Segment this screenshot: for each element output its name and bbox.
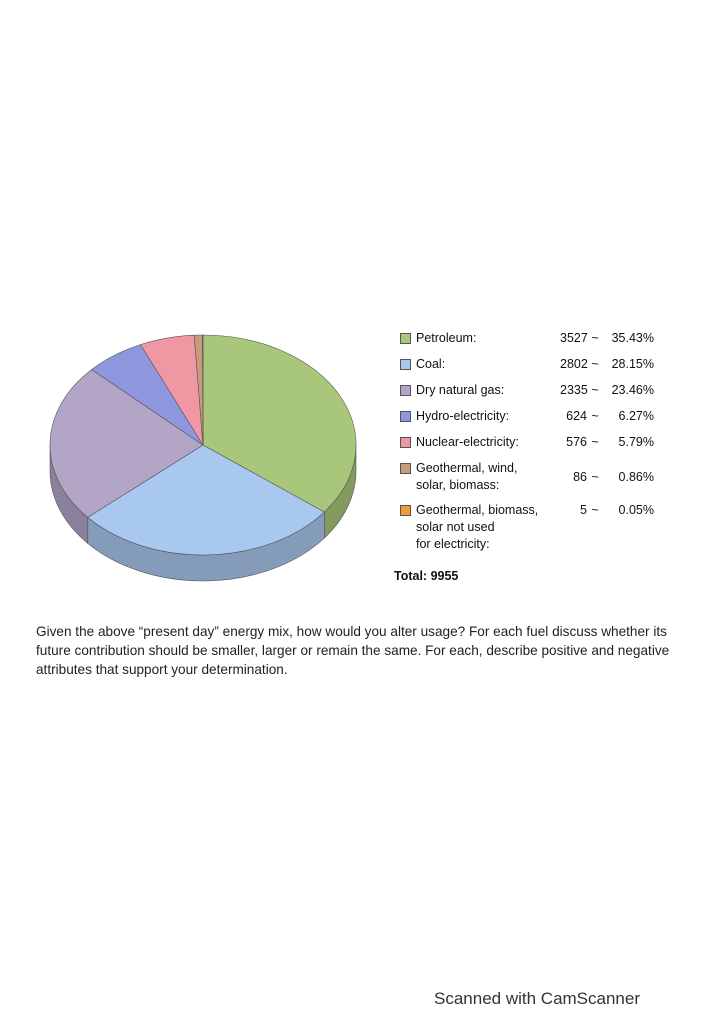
legend-separator: ~ — [591, 435, 599, 449]
legend-label: Hydro-electricity: — [416, 409, 510, 423]
legend-swatch — [400, 463, 411, 474]
legend-separator: ~ — [591, 409, 599, 423]
legend-percent: 35.43% — [611, 331, 654, 345]
legend-swatch — [400, 437, 411, 448]
legend-value: 576 — [566, 435, 587, 449]
legend-label: Geothermal, biomass, solar not used for electricity: — [416, 503, 539, 551]
legend-label: Petroleum: — [416, 331, 477, 345]
legend-value: 5 — [580, 503, 587, 517]
pie-chart — [40, 325, 370, 590]
legend-separator: ~ — [591, 383, 599, 397]
legend-label: Geothermal, wind, solar, biomass: — [416, 461, 518, 492]
chart-total: Total: 9955 — [394, 569, 459, 583]
legend-value: 3527 — [560, 331, 588, 345]
legend-swatch — [400, 359, 411, 370]
legend-percent: 0.05% — [618, 503, 654, 517]
scanner-watermark: Scanned with CamScanner — [434, 989, 641, 1008]
legend-swatch — [400, 505, 411, 516]
legend-swatch — [400, 385, 411, 396]
legend-label: Dry natural gas: — [416, 383, 505, 397]
legend-separator: ~ — [591, 331, 599, 345]
legend-value: 2802 — [560, 357, 588, 371]
legend-label: Nuclear-electricity: — [416, 435, 519, 449]
legend-percent: 23.46% — [611, 383, 654, 397]
legend-separator: ~ — [591, 470, 599, 484]
legend-percent: 6.27% — [618, 409, 654, 423]
legend-separator: ~ — [591, 357, 599, 371]
question-text: Given the above “present day” energy mix, how would you alter usage? For each fuel discuss whether its future contribution should be smaller, larger or remain the same. For each, describe positive and negative attributes that support your determination. — [36, 624, 670, 677]
legend-percent: 0.86% — [618, 470, 654, 484]
legend-percent: 28.15% — [611, 357, 654, 371]
legend-value: 86 — [573, 470, 587, 484]
legend-value: 2335 — [560, 383, 588, 397]
legend-label: Coal: — [416, 357, 446, 371]
legend-value: 624 — [566, 409, 587, 423]
legend-percent: 5.79% — [618, 435, 654, 449]
legend-swatch — [400, 411, 411, 422]
pie-slices — [50, 335, 356, 555]
legend-swatch — [400, 333, 411, 344]
legend-separator: ~ — [591, 503, 599, 517]
